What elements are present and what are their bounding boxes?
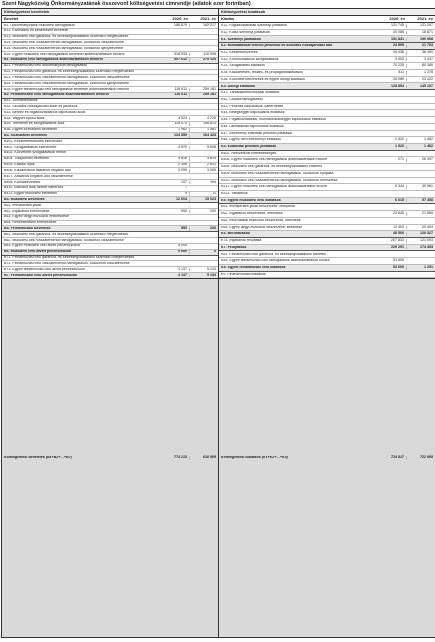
revenue-row-year1: 1 962: [178, 127, 187, 132]
expenditure-row-year1: 24 595: [393, 43, 404, 48]
expenditure-row-label: K42. Családi támogatások: [221, 97, 263, 101]
revenue-row-year2: 0: [189, 250, 218, 254]
revenue-row-label: B407. Általános forgalmi adó visszatérítése: [4, 174, 73, 178]
revenue-row-label: B72. Felhalmozási célú visszatérítendő támogatások, kölcsönök visszatérülése: [4, 261, 130, 265]
revenue-row-label: B34. Vagyoni tipusú adók: [4, 116, 45, 120]
revenue-row-year2: 259 181: [189, 93, 218, 97]
expenditure-table-row: [219, 238, 435, 245]
revenue-row-label: B406. Kiszámlázott általános forgalmi adó: [4, 168, 71, 172]
revenue-total-year2: 618 909: [189, 456, 218, 460]
revenue-row-year2: 162 217: [189, 24, 218, 28]
expenditure-row-year2: 26 497: [406, 158, 435, 162]
expenditure-table-row: [219, 225, 435, 232]
expenditure-row-label: K8. Egyéb felhalmozási célú kiadások: [221, 265, 286, 269]
revenue-row-year1: 9: [185, 191, 187, 196]
revenue-year2-header: 2021. év: [200, 16, 216, 21]
revenue-row-label: B54. Részesedések értékesítése: [4, 221, 57, 225]
revenue-row-label: B2. Felhalmozási célú támogatások államháztartáson belülről: [4, 93, 109, 97]
revenue-row-label: B63. Egyéb működési célú átvett pénzeszközök: [4, 244, 81, 248]
expenditure-year1-header: 2020. év: [389, 16, 405, 21]
expenditure-row-label: K502. Nemzetközi kötelezettségek: [221, 151, 277, 155]
revenue-total-year1: 774 213: [174, 455, 187, 460]
revenue-row-label: B7. Felhalmozási célú átvett pénzeszközök: [4, 273, 78, 277]
expenditure-row-year1: 151 831: [391, 36, 404, 41]
expenditure-row-label: K34. Kiküldetések, reklám- és propagandakiadások: [221, 71, 303, 75]
expenditure-row-label: K63. Informatikai eszközök beszerzése, létesítése: [221, 218, 301, 222]
expenditure-row-label: K11. Foglalkoztatottak személyi juttatásai: [221, 24, 287, 28]
expenditure-table-row: [219, 191, 435, 198]
expenditure-row-label: K512. Egyéb működési célú támogatások államháztartáson kívülre: [221, 185, 328, 189]
expenditure-row-label: K62. Ingatlanok beszerzése, létesítése: [221, 212, 283, 216]
revenue-row-label: B4. Működési bevételek: [4, 197, 45, 201]
revenue-row-label: B408. Kamatbevételek: [4, 180, 41, 184]
expenditure-table-row: [219, 137, 435, 144]
expenditure-table-row: [219, 178, 435, 185]
expenditure-subtotal-row: [219, 265, 435, 272]
revenue-row-year1: 116 611: [174, 86, 187, 91]
expenditure-table-row: [219, 218, 435, 225]
expenditure-subtotal-row: [219, 36, 435, 43]
expenditure-row-year2: 1 482: [406, 138, 435, 142]
expenditure-row-year2: 30 961: [406, 185, 435, 189]
expenditure-row-year2: 29 404: [406, 226, 435, 230]
revenue-row-year2: 5 008: [189, 146, 218, 150]
expenditure-row-year2: 18 871: [406, 31, 435, 35]
expenditure-row-year1: 23 645: [393, 211, 404, 216]
revenue-row-label: B23. Felhalmozási célú visszatérítendő támogatások, kölcsönök visszatérülése: [4, 75, 130, 79]
revenue-row-year1: 4 137: [178, 267, 187, 271]
expenditure-table-row: [219, 151, 435, 158]
expenditure-row-label: K45. Foglalkoztatással, munkanélküliséggel kapcsolatos ellátások: [221, 118, 326, 122]
expenditure-row-year2: 21 703: [406, 44, 435, 48]
revenue-row-label: B25. Egyéb felhalmozási célú támogatások bevételei államháztartáson belülről: [4, 87, 130, 91]
expenditure-row-year1: 20 089: [393, 76, 404, 81]
expenditure-subtotal-row: [219, 245, 435, 252]
revenue-row-label: B401. Készletértékesítés ellenértéke: [4, 139, 63, 143]
expenditure-row-year1: 207 833: [391, 238, 404, 243]
revenue-row-label: B411. Egyéb működési bevételek: [4, 192, 58, 196]
revenue-row-year2: 2 641: [189, 163, 218, 167]
expenditure-row-year1: 53 600: [393, 258, 404, 263]
revenue-row-label: B1. Önkormányzatok működési támogatásai: [4, 23, 75, 27]
revenue-row-label: B14. Működési célú visszatérítendő támogatások, kölcsönök visszatérülése: [4, 41, 124, 45]
revenue-row-label: B1. Működési célú támogatások államháztartáson belülről: [4, 58, 103, 62]
revenue-row-label: B73. Egyéb felhalmozási célú átvett pénzeszközök: [4, 267, 85, 271]
revenue-row-label: B31. Jövedelemadók: [4, 99, 38, 103]
expenditure-total-year2: 722 995: [406, 456, 435, 460]
revenue-row-year2: 259 181: [189, 88, 218, 92]
expenditure-row-label: K64. Egyéb tárgyi eszközök beszerzése, létesítése: [221, 225, 303, 229]
revenue-row-label: B13. Működési célú garancia- és kezességvállalásból származó megtérülések: [4, 35, 129, 39]
revenue-row-label: B403. Közvetített szolgáltatások értéke: [4, 151, 67, 155]
expenditure-row-year2: 57 458: [406, 199, 435, 203]
expenditure-row-label: K32. Kommunikációs szolgáltatások: [221, 57, 279, 61]
expenditure-row-year2: 1 482: [406, 145, 435, 149]
expenditure-row-year2: 23 422: [406, 78, 435, 82]
revenue-row-year2: 3 065: [189, 169, 218, 173]
expenditure-row-label: K48. Egyéb nem intézményi ellátások: [221, 138, 281, 142]
revenue-row-label: B61. Működési célú garancia- és kezességvállalásból származó megtérülések: [4, 232, 129, 236]
expenditure-table-row: [219, 251, 435, 258]
revenue-row-label: B53. Egyéb tárgyi eszközök értékesítése: [4, 215, 69, 219]
revenue-row-year1: 12 604: [176, 197, 187, 201]
expenditure-row-label: K81. Felhalmozási célú garancia- és kezességvállalásból kifizetés: [221, 252, 326, 256]
expenditure-col-label: Kiadás: [221, 16, 235, 21]
budget-sheet: [1, 8, 435, 638]
expenditure-subtotal-row: [219, 231, 435, 238]
expenditure-table-row: [219, 50, 435, 57]
revenue-row-year2: 116 908: [189, 53, 218, 57]
expenditure-subtotal-row: [219, 83, 435, 90]
revenue-row-year2: 158 613: [189, 122, 218, 126]
expenditure-row-year1: 12 303: [393, 224, 404, 229]
revenue-row-label: B16. Egyéb működési célú támogatások bevételei államháztartáson belülről: [4, 52, 125, 56]
revenue-row-year1: 5 000: [178, 249, 187, 254]
expenditure-table-row: [219, 211, 435, 218]
expenditure-table-row: [219, 157, 435, 164]
revenue-row-label: B5. Felhalmozási bevételek: [4, 227, 51, 231]
revenue-row-year1: 107: [181, 179, 187, 184]
expenditure-row-label: K35. Különféle befizetések és egyéb dologi kiadások: [221, 77, 305, 81]
revenue-row-year1: 950: [181, 209, 187, 213]
expenditure-row-year1: 20 086: [393, 29, 404, 34]
revenue-row-year2: 5 133: [189, 268, 218, 272]
revenue-row-year1: 7: [185, 185, 187, 190]
expenditure-subtotal-row: [219, 144, 435, 151]
expenditure-row-label: K33. Szolgáltatási kiadások: [221, 64, 265, 68]
revenue-total-label: Költségvetési bevételek (B1+B2+…+B7): [4, 456, 72, 460]
revenue-row-label: B51. Immateriális javak: [4, 203, 42, 207]
expenditure-table-row: [219, 204, 435, 211]
expenditure-row-year2: 120 327: [406, 232, 435, 236]
expenditure-row-label: K9. Finanszírozási kiadások: [221, 272, 266, 276]
expenditure-table-row: [219, 184, 435, 191]
expenditure-table-row: [219, 117, 435, 124]
revenue-row-year1: 116 611: [174, 92, 187, 97]
revenue-row-label: B405. Ellátási díjak: [4, 163, 35, 167]
expenditure-subtotal-row: [219, 43, 435, 50]
expenditure-table-row: [219, 272, 435, 279]
revenue-row-year1: 507 612: [174, 57, 187, 62]
expenditure-section-header: Költségvetési kiadások: [219, 9, 435, 16]
revenue-row-label: B33. Bérhez és foglalkoztatáshoz kapcsolódó adók: [4, 110, 86, 114]
expenditure-total-year1: 724 817: [391, 455, 404, 460]
expenditure-row-year1: 34 436: [393, 49, 404, 54]
revenue-row-year1: 4 818: [178, 156, 187, 161]
expenditure-row-label: K41. Társadalombiztosítási ellátások: [221, 91, 280, 95]
revenue-row-label: B52. Ingatlanok értékesítése: [4, 209, 50, 213]
expenditure-row-year2: 131 097: [406, 24, 435, 28]
expenditure-row-label: K44. Betegséggel kapcsolatos ellátások: [221, 111, 285, 115]
revenue-row-year1: 188 679: [174, 23, 187, 27]
expenditure-row-label: K43. Pénzbeli kárpótlások, kártérítések: [221, 104, 284, 108]
expenditure-table-row: [219, 124, 435, 131]
expenditure-row-year2: 174 453: [406, 246, 435, 250]
revenue-section-header: Költségvetési bevételek: [2, 9, 218, 16]
revenue-col-label: Bevétel: [4, 16, 19, 21]
revenue-row-year2: 279 125: [189, 58, 218, 62]
revenue-row-year1: 4 524: [178, 116, 187, 120]
expenditure-row-year1: 271: [398, 157, 404, 162]
revenue-row-label: B404. Tulajdonosi bevételek: [4, 157, 49, 161]
revenue-year1-header: 2020. év: [172, 16, 188, 21]
expenditure-row-year2: 145 107: [406, 85, 435, 89]
expenditure-row-year2: 1 378: [406, 71, 435, 75]
expenditure-row-year2: 3 437: [406, 58, 435, 62]
expenditure-row-year1: 511: [398, 70, 404, 75]
page-title: Szent Nagyközség Önkormányzatának összevont költségvetési címrendje (adatok ezer forintban): [2, 1, 251, 7]
expenditure-table-row: [219, 258, 435, 265]
expenditure-column: [218, 9, 435, 637]
expenditure-table-row: [219, 23, 435, 30]
expenditure-row-year1: 48 500: [393, 231, 404, 236]
expenditure-row-label: K31. Készletbeszerzés: [221, 50, 258, 54]
revenue-row-year1: 318 933: [174, 52, 187, 56]
revenue-row-label: B36. Egyéb közhatalmi bevételek: [4, 128, 58, 132]
expenditure-row-label: K509. Működési célú visszatérítendő támogatások, kölcsönök nyújtása: [221, 171, 334, 175]
revenue-row-year2: 1 581: [189, 128, 218, 132]
expenditure-row-label: K7. Felújítások: [221, 245, 247, 249]
expenditure-row-year1: 6 615: [395, 197, 404, 202]
expenditure-row-year2: 1 291: [406, 266, 435, 270]
revenue-row-label: B12. Elvonások és befizetések bevételei: [4, 29, 69, 33]
revenue-row-year2: 200: [189, 227, 218, 231]
revenue-row-label: B32. Szociális hozzájárulási adók és járulékok: [4, 104, 78, 108]
expenditure-row-label: K46. Lakhatással kapcsolatos ellátások: [221, 124, 284, 128]
expenditure-row-label: K4. Ellátottak pénzbeli juttatásai: [221, 145, 276, 148]
expenditure-row-label: K506. Egyéb működési célú támogatások államháztartáson belülre: [221, 158, 328, 162]
revenue-column: [2, 9, 218, 637]
revenue-row-year2: 15 023: [189, 198, 218, 202]
revenue-row-label: B15. Működési célú visszatérítendő támogatások, kölcsönök igénybevétele: [4, 46, 124, 50]
revenue-row-label: B410. Biztosító által fizetett kártérítés: [4, 186, 64, 190]
expenditure-table-row: [219, 164, 435, 171]
revenue-row-label: B24. Felhalmozási célú visszatérítendő támogatások, kölcsönök igénybevétele: [4, 81, 130, 85]
expenditure-row-year1: 1 520: [395, 137, 404, 142]
expenditure-row-year1: 70 225: [393, 63, 404, 68]
revenue-row-year2: 200: [189, 210, 218, 214]
expenditure-row-label: K1. Személyi juttatások: [221, 37, 261, 41]
expenditure-row-year2: 21 565: [406, 212, 435, 216]
expenditure-row-label: K5. Egyéb működési célú kiadások: [221, 198, 281, 202]
expenditure-total-label: Költségvetési kiadások (K1+K2+…+K8): [221, 456, 288, 460]
revenue-row-year1: 950: [181, 226, 187, 231]
revenue-row-year1: 124 559: [174, 133, 187, 138]
expenditure-row-label: K6. Beruházások: [221, 232, 250, 236]
expenditure-total-row: [219, 278, 435, 637]
expenditure-table-row: [219, 30, 435, 37]
revenue-row-label: B6. Működési célú átvett pénzeszközök: [4, 250, 72, 254]
revenue-row-year1: 4 970: [178, 145, 187, 149]
expenditure-row-label: K71. Ingatlanok felújítása: [221, 239, 262, 243]
expenditure-table-row: [219, 110, 435, 117]
revenue-column-header: [2, 16, 218, 23]
expenditure-row-year1: 6 344: [395, 184, 404, 189]
expenditure-row-label: K3. Dologi kiadások: [221, 84, 256, 88]
expenditure-row-label: K510. Működési célú visszatérítendő támogatások, kölcsönök törlesztése: [221, 178, 338, 182]
expenditure-row-label: K513. Tartalékok: [221, 192, 248, 196]
expenditure-row-label: K508. Működési célú garancia- és kezességvállalásból kifizetés: [221, 165, 323, 169]
expenditure-table-row: [219, 97, 435, 104]
expenditure-row-year1: 229 291: [391, 244, 404, 249]
revenue-row-label: B71. Felhalmozási célú garancia- és kezességvállalásból származó megtérülések: [4, 256, 135, 260]
revenue-row-year2: 164: [189, 181, 218, 185]
expenditure-row-year1: 128 854: [391, 83, 404, 88]
expenditure-row-year1: 53 600: [393, 264, 404, 269]
revenue-row-year2: 4 229: [189, 117, 218, 121]
revenue-row-label: B22. Felhalmozási célú garancia- és kezességvállalásból származó megtérülések: [4, 70, 135, 74]
expenditure-row-label: K47. Intézményi ellátottak pénzbeli juttatásai: [221, 131, 292, 135]
revenue-row-year1: 2 308: [178, 162, 187, 167]
expenditure-row-year2: 121 093: [406, 239, 435, 243]
expenditure-table-row: [219, 90, 435, 97]
revenue-row-year2: 4 814: [189, 157, 218, 161]
expenditure-row-year2: 150 968: [406, 38, 435, 42]
expenditure-row-year2: 80 380: [406, 64, 435, 68]
revenue-row-year1: 5 000: [178, 243, 187, 248]
expenditure-row-year1: 1 520: [395, 144, 404, 148]
expenditure-row-year1: 3 593: [395, 56, 404, 61]
expenditure-year2-header: 2021. év: [417, 16, 433, 21]
expenditure-row-label: K61. Immateriális javak beszerzése, létesítése: [221, 205, 295, 209]
expenditure-table-row: [219, 70, 435, 77]
expenditure-subtotal-row: [219, 198, 435, 205]
revenue-row-year1: 118 073: [174, 121, 187, 126]
expenditure-row-label: K12. Külső személyi juttatások: [221, 30, 270, 34]
revenue-row-label: B402. Szolgáltatások ellenértéke: [4, 145, 57, 149]
expenditure-row-label: K84. Egyéb felhalmozási célú támogatások államháztartáson kívülre: [221, 259, 330, 263]
expenditure-table-row: [219, 171, 435, 178]
revenue-row-year1: 3 095: [178, 168, 187, 172]
revenue-row-label: B35. Termékek és szolgáltatások adói: [4, 122, 65, 126]
revenue-row-year1: 4 137: [178, 272, 187, 277]
expenditure-table-row: [219, 77, 435, 84]
expenditure-row-label: K2. Munkaadókat terhelő járulékok és szociális hozzájárulási adó: [221, 44, 333, 48]
expenditure-table-row: [219, 131, 435, 138]
revenue-row-label: B3. Közhatalmi bevételek: [4, 134, 48, 138]
revenue-total-row: [2, 278, 218, 637]
revenue-row-year2: 5 133: [189, 274, 218, 278]
expenditure-table-row: [219, 63, 435, 70]
expenditure-row-year2: 36 490: [406, 51, 435, 55]
expenditure-table-row: [219, 104, 435, 111]
expenditure-row-year1: 131 745: [391, 23, 404, 28]
revenue-row-year2: 11: [189, 192, 218, 196]
revenue-row-label: B62. Működési célú visszatérítendő támogatások, kölcsönök visszatérülése: [4, 238, 124, 242]
revenue-row-label: B21. Felhalmozási célú önkormányzati támogatások: [4, 64, 88, 68]
expenditure-table-row: [219, 57, 435, 64]
revenue-row-year2: 164 423: [189, 134, 218, 138]
expenditure-column-header: [219, 16, 435, 23]
